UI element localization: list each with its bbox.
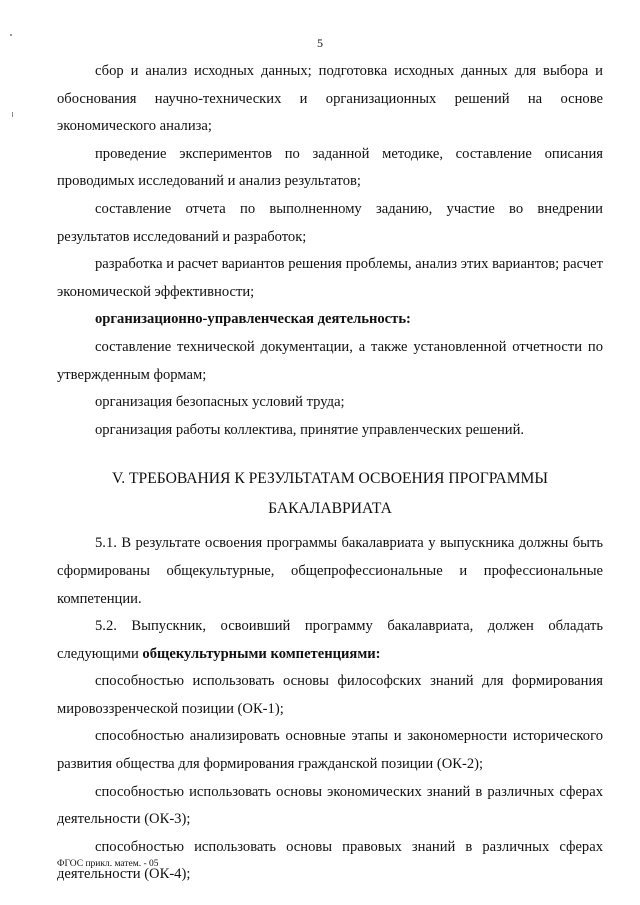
paragraph: разработка и расчет вариантов решения проблемы, анализ этих вариантов; расчет экономической эффективности; xyxy=(57,256,603,300)
scan-speck xyxy=(12,112,13,117)
competencies-list xyxy=(57,530,603,889)
paragraph xyxy=(57,613,603,668)
paragraph: сбор и анализ исходных данных; подготовка исходных данных для выбора и обоснования научно-технических и организационных решений на основе экономического анализа; xyxy=(57,63,603,135)
emphasis-text: общекультурными компетенциями: xyxy=(142,645,381,662)
paragraph: 5.1. В результате освоения программы бакалавриата у выпускника должны быть сформированы общекультурные, общепрофессиональные и профессиональные компетенции. xyxy=(57,535,603,607)
paragraph: способностью использовать основы философских знаний для формирования мировоззренческой позиции (ОК-1); xyxy=(57,673,603,717)
activities-list xyxy=(57,58,603,444)
paragraph: организация работы коллектива, принятие управленческих решений. xyxy=(95,421,525,438)
paragraph-text: 5.2. Выпускник, освоивший программу бакалавриата, должен обладать следующими xyxy=(57,618,603,662)
page-number: 5 xyxy=(317,36,323,50)
paragraph: организация безопасных условий труда; xyxy=(95,394,345,411)
paragraph: способностью анализировать основные этапы и закономерности исторического развития общества для формирования гражданской позиции (ОК-2); xyxy=(57,728,603,773)
section-title-line-1: V. ТРЕБОВАНИЯ К РЕЗУЛЬТАТАМ ОСВОЕНИЯ ПРОГРАММЫ xyxy=(111,470,549,488)
paragraph: способностью использовать основы правовых знаний в различных сферах деятельности (ОК-4); xyxy=(57,838,603,883)
paragraph: способностью использовать основы экономических знаний в различных сферах деятельности (ОК-3); xyxy=(57,783,603,828)
section-title xyxy=(57,464,603,524)
document-body xyxy=(57,58,603,889)
paragraph: проведение экспериментов по заданной методике, составление описания проводимых исследований и анализ результатов; xyxy=(57,145,603,190)
paragraph: составление отчета по выполненному заданию, участие во внедрении результатов исследований и разработок; xyxy=(57,200,603,245)
section-title-line-2: БАКАЛАВРИАТА xyxy=(268,500,392,518)
subsection-heading: организационно-управленческая деятельность: xyxy=(95,311,411,328)
footer-code: ФГОС прикл. матем. - 05 xyxy=(57,859,159,869)
paragraph: составление технической документации, а также установленной отчетности по утвержденным формам; xyxy=(57,338,603,383)
